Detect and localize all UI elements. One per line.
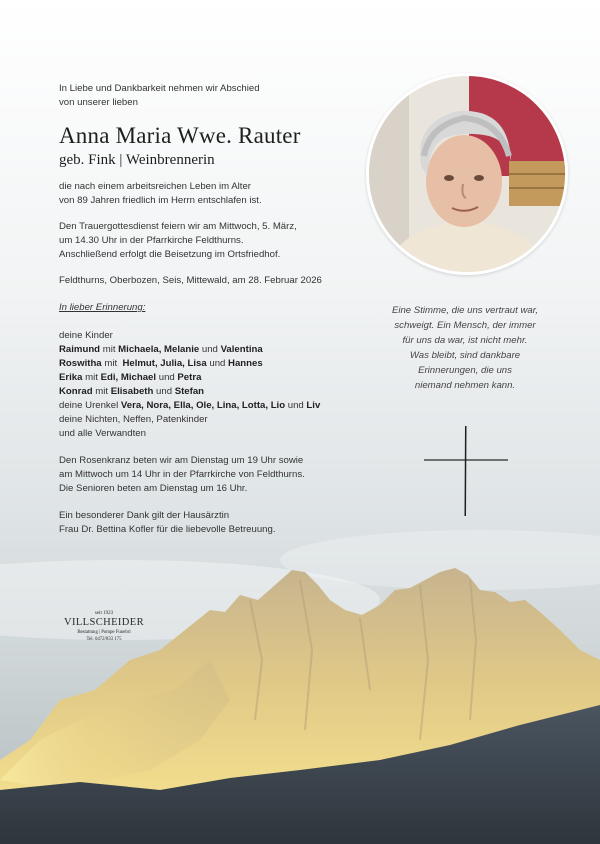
- rosary-line-1: Den Rosenkranz beten wir am Dienstag um 19 Uhr sowie: [59, 455, 304, 466]
- family-row-3: Erika mit Edi, Michael und Petra: [59, 372, 202, 383]
- family-row-4: Konrad mit Elisabeth und Stefan: [59, 386, 205, 397]
- rosary-line-3: Die Senioren beten am Dienstag um 16 Uhr.: [59, 483, 248, 494]
- logo-brand: VILLSCHEIDER: [63, 617, 145, 628]
- great-grandchildren-row: deine Urenkel Vera, Nora, Ella, Ole, Lina, Lotta, Lio und Liv: [59, 400, 321, 411]
- rosary-line-2: am Mittwoch um 14 Uhr in der Pfarrkirche von Feldthurns.: [59, 469, 305, 480]
- funeral-home-logo: [59, 611, 149, 643]
- life-line-1: die nach einem arbeitsreichen Leben im Alter: [59, 181, 251, 192]
- logo-tagline: Bestattung | Pompe Funebri: [77, 630, 131, 635]
- cross-icon: [420, 424, 512, 518]
- deceased-subtitle: geb. Fink | Weinbrennerin: [59, 152, 215, 168]
- thanks-line-1: Ein besonderer Dank gilt der Hausärztin: [59, 510, 230, 521]
- quote-line: Erinnerungen, die uns: [418, 365, 512, 376]
- intro-line-1: In Liebe und Dankbarkeit nehmen wir Abschied: [59, 83, 260, 94]
- service-line-1: Den Trauergottesdienst feiern wir am Mittwoch, 5. März,: [59, 221, 297, 232]
- intro-line-2: von unserer lieben: [59, 97, 138, 108]
- memorial-quote: [372, 303, 558, 393]
- memory-heading: In lieber Erinnerung:: [59, 302, 146, 313]
- logo-phone: Tel. 0472/833 175: [86, 637, 122, 642]
- children-label: deine Kinder: [59, 330, 113, 341]
- quote-line: für uns da war, ist nicht mehr.: [402, 335, 528, 346]
- service-line-2: um 14.30 Uhr in der Pfarrkirche Feldthurns.: [59, 235, 244, 246]
- life-line-2: von 89 Jahren friedlich im Herrn entschlafen ist.: [59, 195, 262, 206]
- quote-line: schweigt. Ein Mensch, der immer: [394, 320, 536, 331]
- quote-line: Eine Stimme, die uns vertraut war,: [391, 305, 539, 316]
- portrait-photo: [366, 73, 568, 275]
- family-row-1: Raimund mit Michaela, Melanie und Valentina: [59, 344, 263, 355]
- place-date: Feldthurns, Oberbozen, Seis, Mittewald, am 28. Februar 2026: [59, 275, 322, 286]
- service-line-3: Anschließend erfolgt die Beisetzung im Ortsfriedhof.: [59, 249, 281, 260]
- logo-since: seit 1923: [94, 611, 114, 616]
- relatives-line: und alle Verwandten: [59, 428, 146, 439]
- others-line: deine Nichten, Neffen, Patenkinder: [59, 414, 208, 425]
- quote-line: Was bleibt, sind dankbare: [409, 350, 521, 361]
- family-row-2: Roswitha mit Helmut, Julia, Lisa und Hannes: [59, 358, 263, 369]
- deceased-name: Anna Maria Wwe. Rauter: [59, 123, 301, 148]
- thanks-line-2: Frau Dr. Bettina Kofler für die liebevolle Betreuung.: [59, 524, 276, 535]
- quote-line: niemand nehmen kann.: [414, 380, 516, 391]
